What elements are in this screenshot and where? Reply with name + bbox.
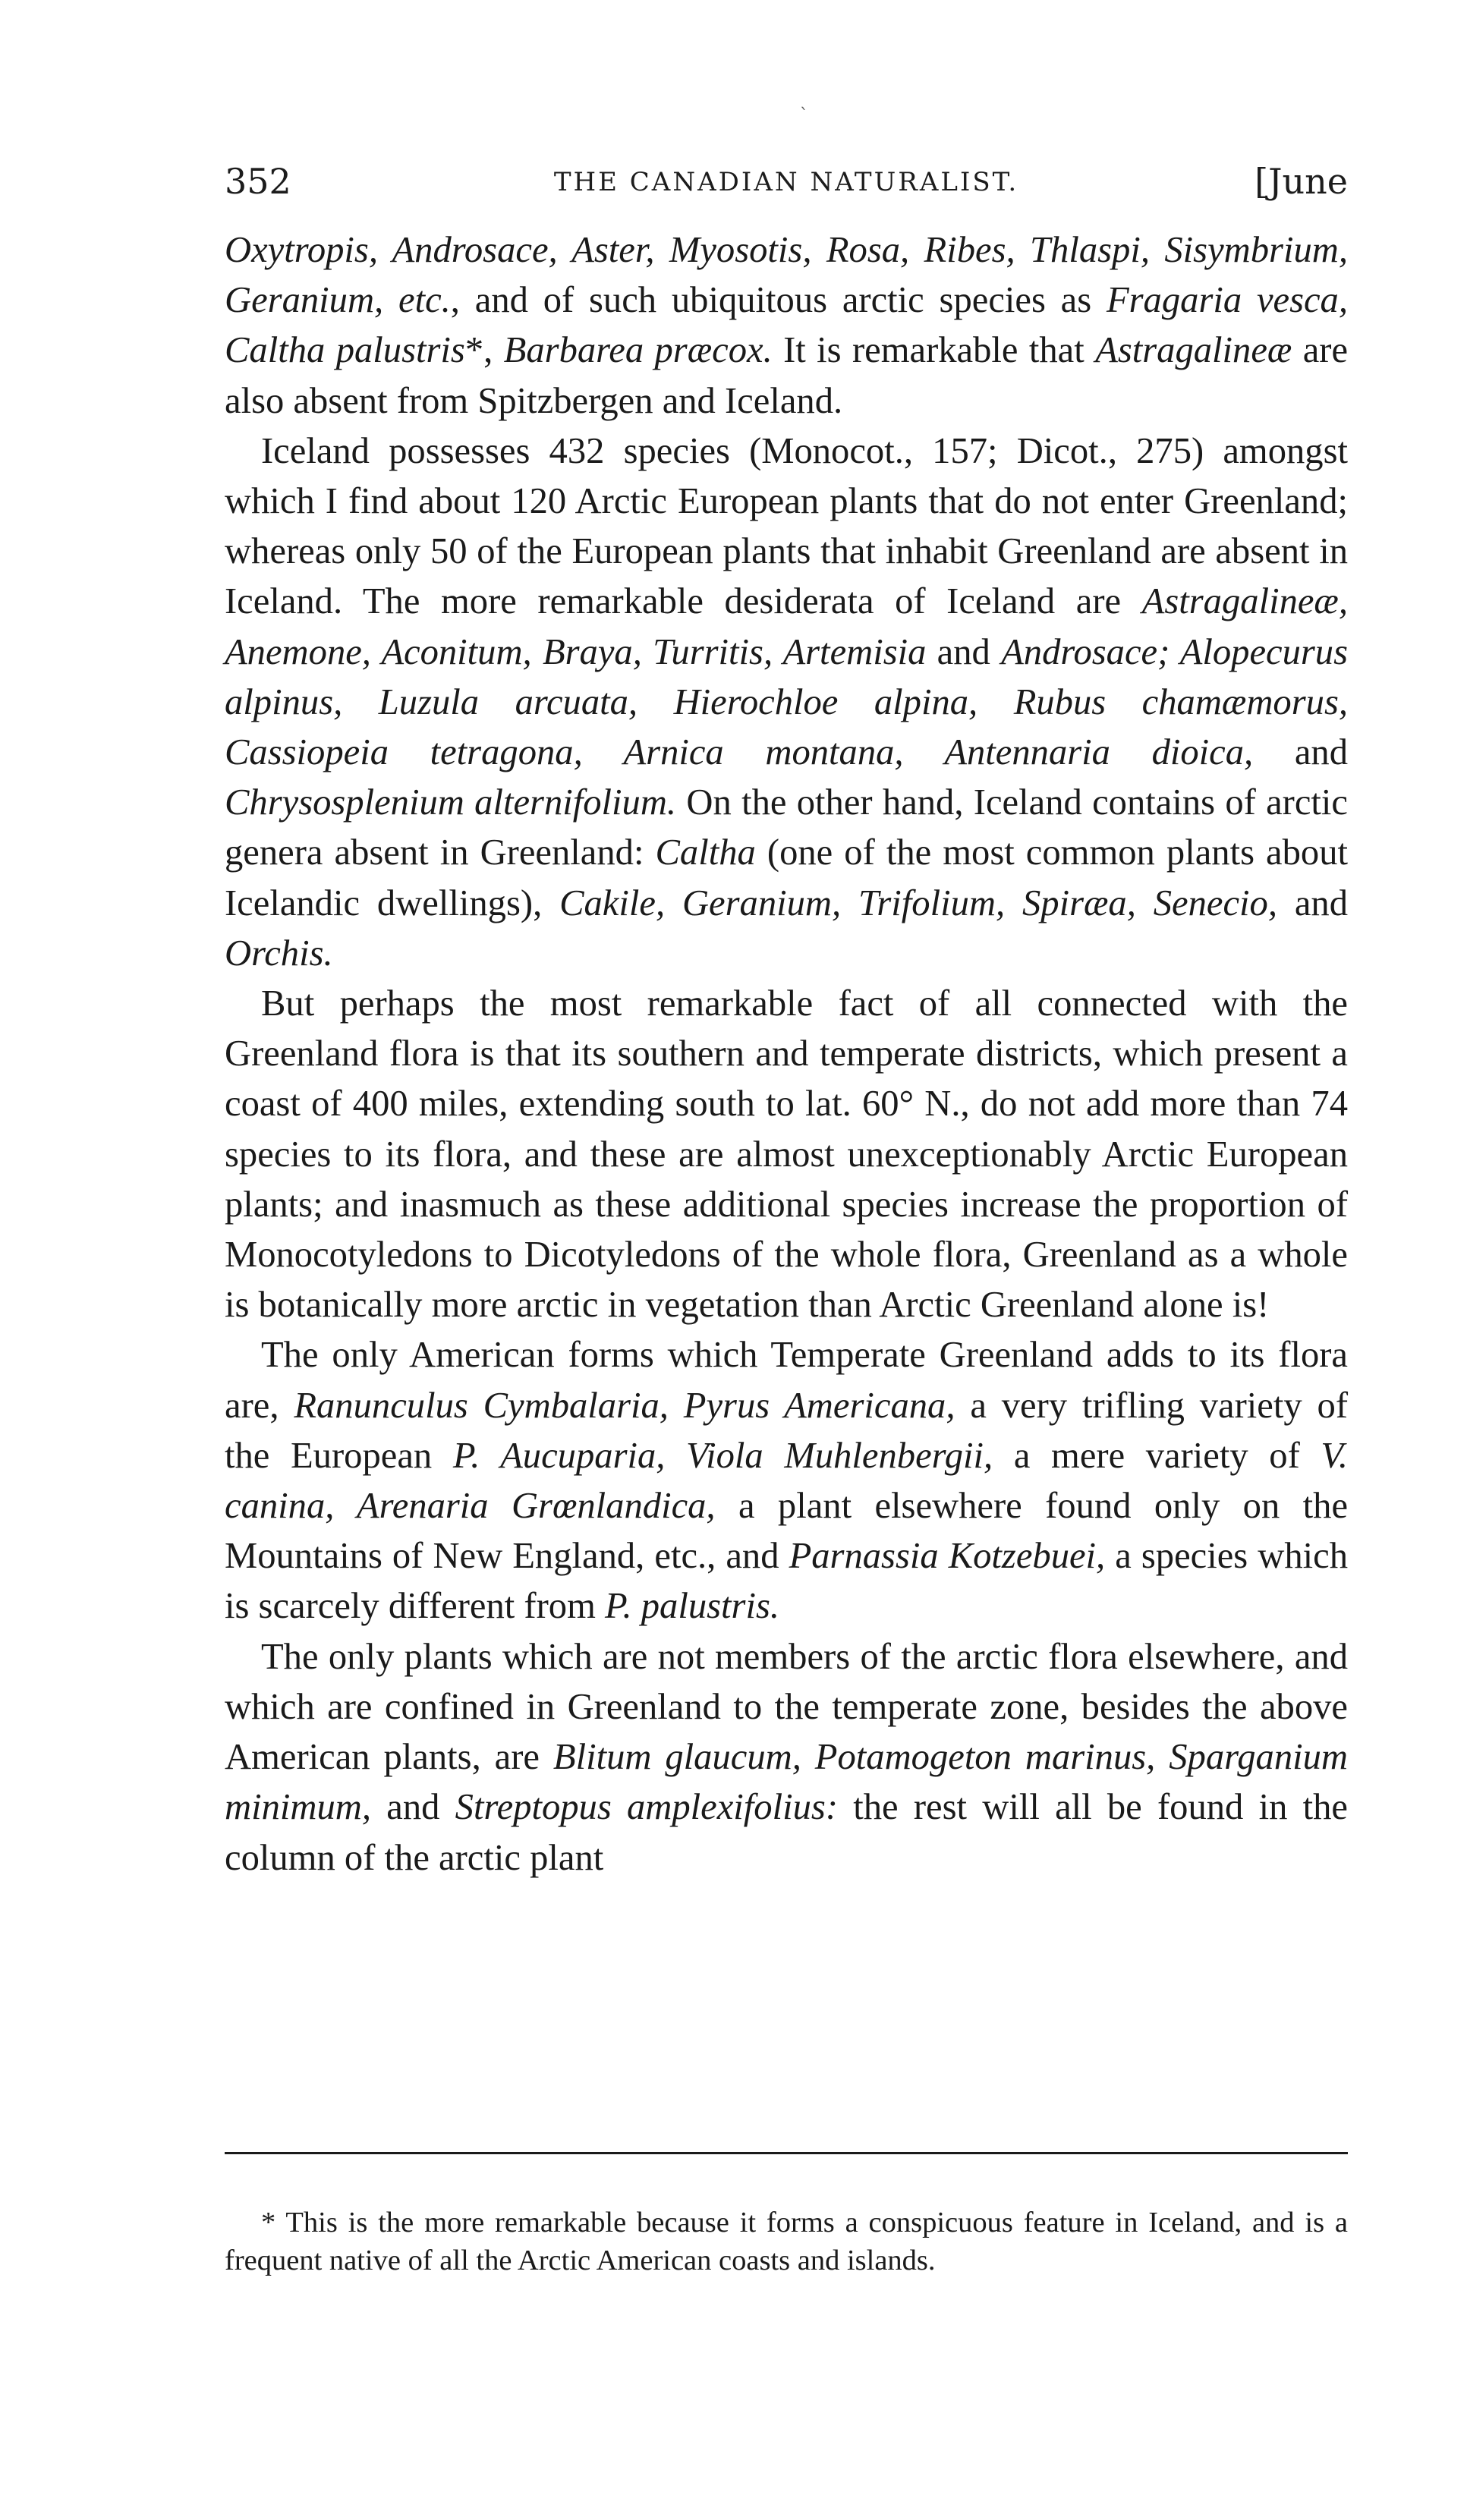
footnote-rule	[225, 2152, 1348, 2154]
italic-run: Parnassia Kotzebuei,	[789, 1535, 1106, 1577]
journal-title: THE CANADIAN NATURALIST.	[553, 167, 1019, 197]
italic-run: Barbarea præcox.	[503, 329, 773, 371]
text-run: But perhaps the most remarkable fact of all connected with the Greenland flora is that its southern and temperate districts, which present a coast of 400 miles, extending south to lat. 60° N., do not add more than 74 species to its flora, and these are almost unexceptionably Arctic European plants; and inasmuch as these additional species increase the proportion of Monocotyledons to Dicotyledons of the whole flora, Greenland as a whole is botanically more arctic in vegetation than Arctic Greenland alone is!	[225, 983, 1348, 1326]
text-run: , and of such ubiquitous arctic species as	[450, 279, 1107, 321]
paragraph	[225, 1631, 1348, 1883]
paragraph	[225, 1329, 1348, 1631]
italic-run: Astragalineæ, Anemone, Aconitum, Braya, Turritis, Artemisia	[225, 580, 1348, 672]
italic-run: V. canina, Arenaria Grœnlandica,	[225, 1434, 1348, 1527]
text-run: a mere variety of	[993, 1434, 1321, 1476]
italic-run: Astragalineæ	[1095, 329, 1292, 371]
text-run: and	[1277, 882, 1348, 923]
text-run: On the other hand, Iceland contains of arctic genera absent in Greenland:	[225, 782, 1348, 873]
issue-month: [June	[1255, 161, 1348, 202]
text-run: a very trifling variety of the European	[225, 1384, 1348, 1476]
italic-run: Blitum glaucum, Potamogeton marinus, Sparganium minimum,	[225, 1736, 1349, 1828]
body-text	[225, 225, 1348, 1883]
italic-run: Cakile, Geranium, Trifolium, Spiræa, Senecio,	[559, 882, 1277, 923]
italic-run: Fragaria vesca, Caltha palustris	[225, 279, 1349, 371]
text-run: and	[371, 1786, 455, 1828]
italic-run: P. palustris.	[605, 1585, 780, 1627]
text-run: The only plants which are not members of the arctic flora elsewhere, and which are confined in Greenland to the temperate zone, besides the above American plants, are	[225, 1635, 1348, 1778]
italic-run: Androsace; Alopecurus alpinus, Luzula arcuata, Hierochloe alpina, Rubus chamæmorus, Cassiopeia tetragona, Arnica montana, Antennaria dioica,	[225, 631, 1348, 773]
text-run: *,	[464, 329, 504, 371]
paragraph	[225, 225, 1348, 426]
italic-run: Caltha	[655, 832, 756, 873]
paragraph	[225, 978, 1348, 1329]
footnote-text: * This is the more remarkable because it forms a conspicuous feature in Iceland, and is a frequent native of all the Arctic American coasts and islands.	[225, 2207, 1348, 2276]
print-mark: `	[800, 106, 808, 125]
paragraph	[225, 426, 1348, 978]
italic-run: Streptopus amplexifolius:	[455, 1786, 838, 1828]
text-run: (one of the most common plants about Icelandic dwellings),	[225, 832, 1348, 923]
italic-run: P. Aucuparia, Viola Muhlenbergii,	[452, 1434, 993, 1476]
text-run: and	[926, 631, 1002, 672]
text-run: a plant elsewhere found only on the Mountains of New England, etc., and	[225, 1485, 1349, 1577]
italic-run: Oxytropis, Androsace, Aster, Myosotis, Rosa, Ribes, Thlaspi, Sisymbrium, Geranium, etc.	[225, 229, 1348, 321]
italic-run: Ranunculus Cymbalaria, Pyrus Americana,	[294, 1384, 955, 1426]
italic-run: Orchis.	[225, 932, 333, 974]
text-run: and	[1253, 731, 1348, 773]
running-head	[225, 161, 1348, 214]
text-run: The only American forms which Temperate Greenland adds to its flora are,	[225, 1334, 1348, 1426]
text-run: Iceland possesses 432 species (Monocot., 157; Dicot., 275) amongst which I find about 120 Arctic European plants that do not enter Greenland; whereas only 50 of the European plants that inhabit Greenland are absent in Iceland. The more remarkable desiderata of Iceland are	[225, 429, 1348, 622]
page-number: 352	[225, 161, 291, 202]
footnote	[225, 2204, 1348, 2279]
text-run: a species which is scarcely different from	[225, 1535, 1348, 1627]
text-run: the rest will all be found in the column of the arctic plant	[225, 1786, 1348, 1878]
text-run: It is remarkable that	[772, 329, 1096, 371]
italic-run: Chrysosplenium alternifolium.	[225, 782, 677, 823]
text-run: are also absent from Spitzbergen and Iceland.	[225, 329, 1349, 421]
